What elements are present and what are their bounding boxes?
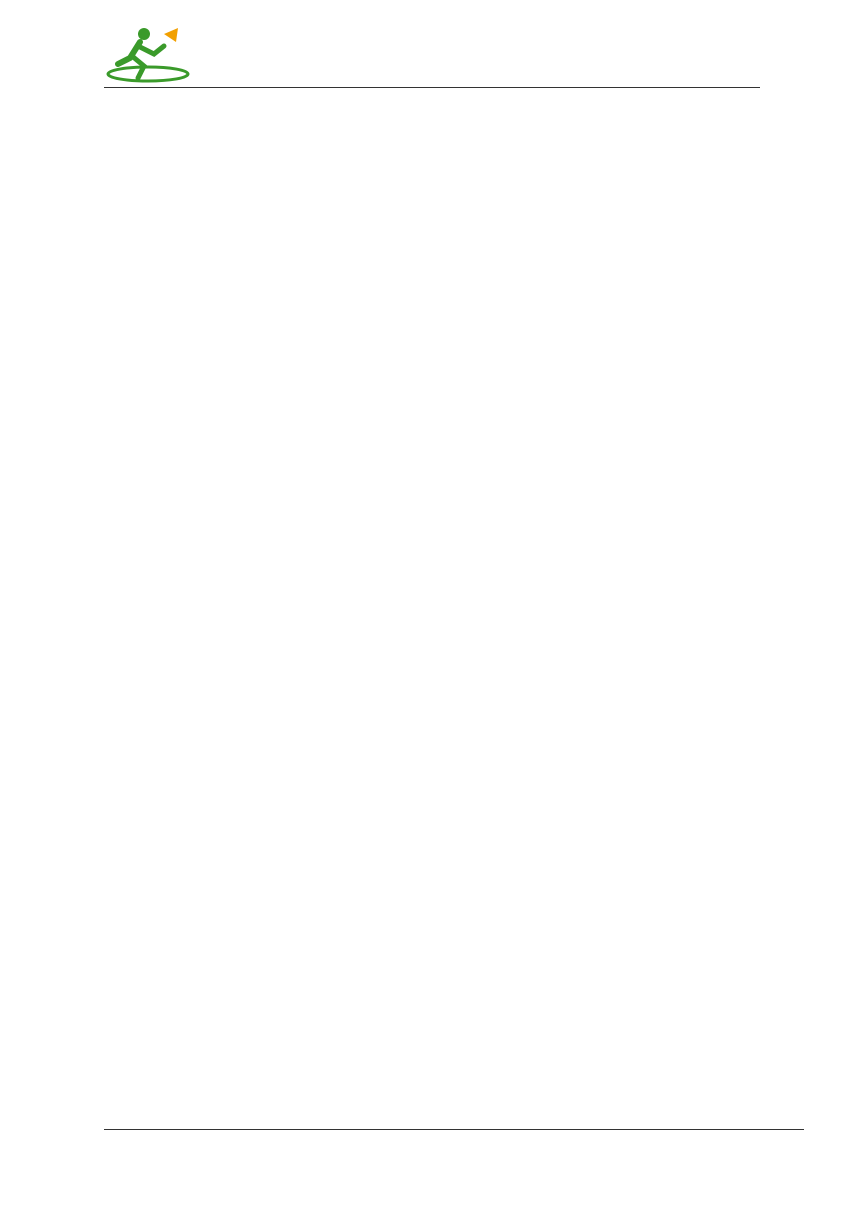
page-header	[104, 24, 760, 86]
runner-logo-icon	[104, 24, 194, 86]
footer-divider	[104, 1129, 804, 1130]
header-divider	[104, 87, 760, 88]
watermark	[300, 560, 600, 720]
logo	[104, 24, 324, 86]
